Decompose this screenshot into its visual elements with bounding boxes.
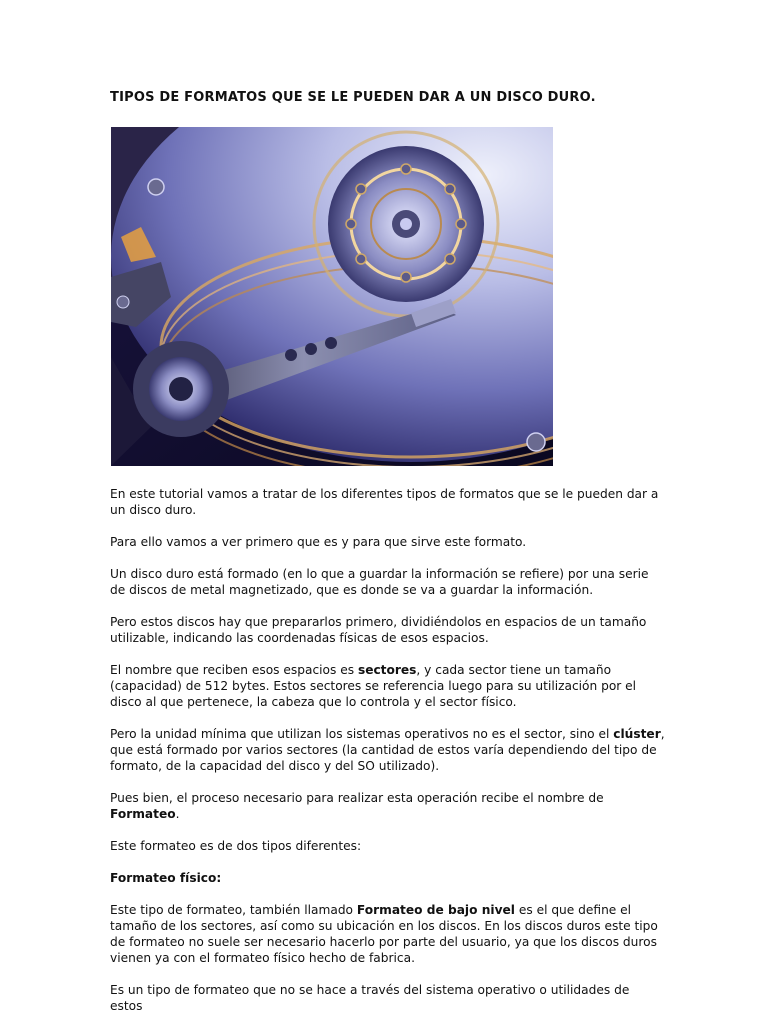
paragraph-disk-definition: Un disco duro está formado (en lo que a guardar la información se refiere) por una serie de discos de metal magnetizado, que es donde se va a guardar la información. <box>110 567 649 597</box>
paragraph-purpose: Para ello vamos a ver primero que es y para que sirve este formato. <box>110 535 527 549</box>
hard-disk-photo <box>111 127 553 466</box>
paragraph-two-types: Este formateo es de dos tipos diferentes: <box>110 839 362 853</box>
paragraph-low-level: Este tipo de formateo, también llamado Formateo de bajo nivel es el que define el tamaño de los sectores, así como su ubicación en los discos. En los discos duros este tipo de formateo no suele ser necesario hacerlo por parte del usuario, ya que los discos duros vienen ya con el formateo físico hecho de fabrica. <box>110 903 658 965</box>
paragraph-not-os: Es un tipo de formateo que no se hace a través del sistema operativo o utilidades de estos <box>110 983 630 1013</box>
heading-formateo-fisico: Formateo físico: <box>110 871 222 885</box>
body-text <box>110 486 665 1030</box>
paragraph-cluster: Pero la unidad mínima que utilizan los sistemas operativos no es el sector, sino el clúster, que está formado por varios sectores (la cantidad de estos varía dependiendo del tipo de formato, de la capacidad del disco y del SO utilizado). <box>110 727 665 773</box>
paragraph-sectors: El nombre que reciben esos espacios es sectores, y cada sector tiene un tamaño (capacidad) de 512 bytes. Estos sectores se referencia luego para su utilización por el disco al que pertenece, la cabeza que lo controla y el sector físico. <box>110 663 637 709</box>
paragraph-formateo: Pues bien, el proceso necesario para realizar esta operación recibe el nombre de Formateo. <box>110 791 604 821</box>
paragraph-intro: En este tutorial vamos a tratar de los diferentes tipos de formatos que se le pueden dar a un disco duro. <box>110 487 659 517</box>
document-title: TIPOS DE FORMATOS QUE SE LE PUEDEN DAR A UN DISCO DURO. <box>110 90 596 105</box>
paragraph-preparation: Pero estos discos hay que prepararlos primero, dividiéndolos en espacios de un tamaño utilizable, indicando las coordenadas físicas de esos espacios. <box>110 615 647 645</box>
